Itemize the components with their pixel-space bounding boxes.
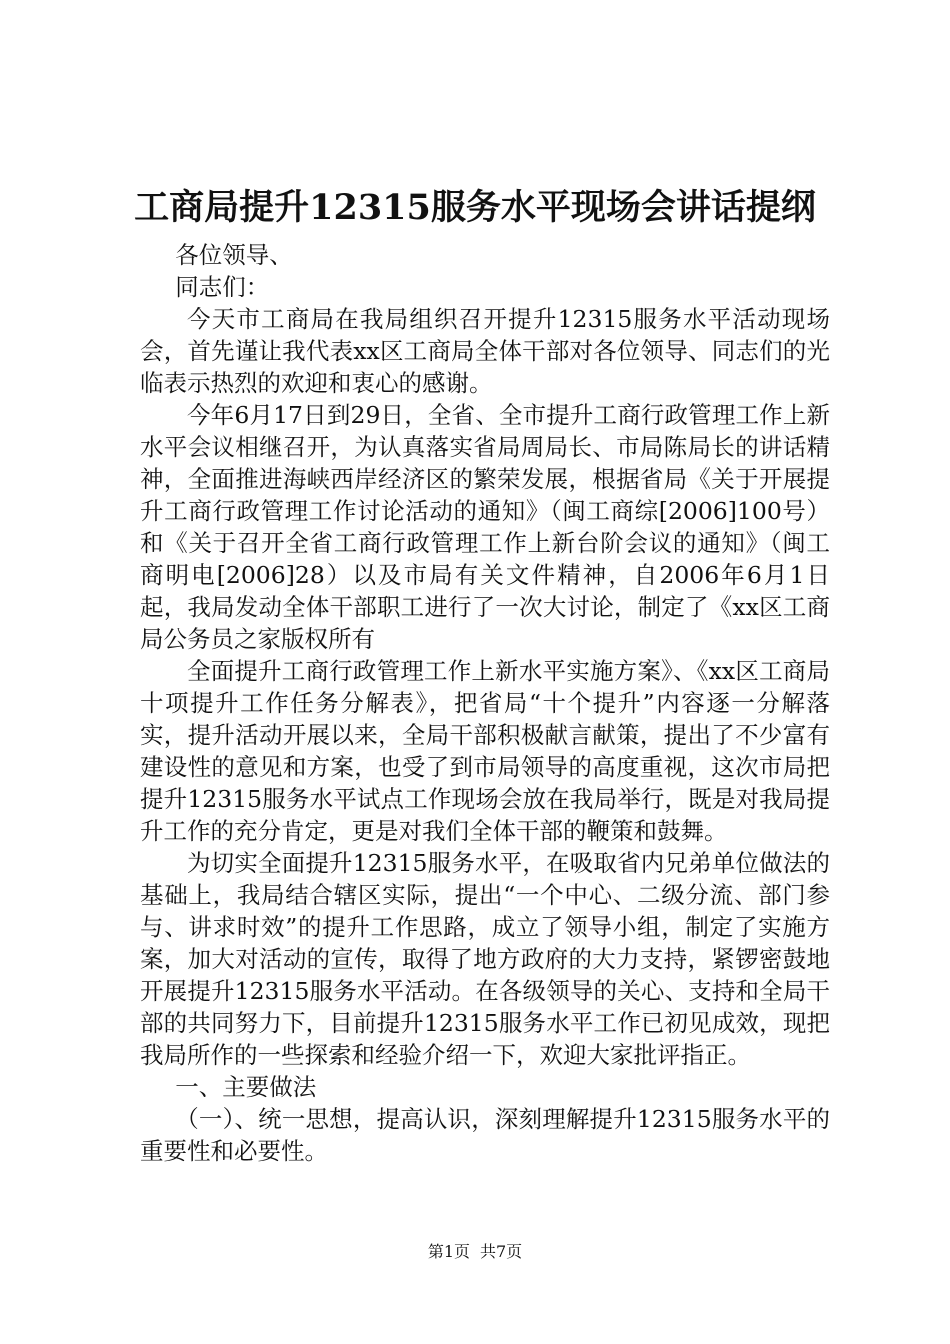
document-title: 工商局提升12315服务水平现场会讲话提纲 <box>134 187 816 228</box>
greeting-line-1: 各位领导、 <box>175 241 293 269</box>
section-heading: 一、主要做法 <box>175 1073 317 1101</box>
subsection-heading: （一）、统一思想，提高认识，深刻理解提升12315服务水平的重要性和必要性。 <box>140 1105 830 1165</box>
page-footer <box>0 1241 950 1263</box>
paragraph-approach: 为切实全面提升12315服务水平，在吸取省内兄弟单位做法的基础上，我局结合辖区实际，提出“一个中心、二级分流、部门参与、讲求时效”的提升工作思路，成立了领导小组，制定了实施方案，加大对活动的宣传，取得了地方政府的大力支持，紧锣密鼓地开展提升12315服务水平活动。在各级领导的关心、支持和全局干部的共同努力下，目前提升12315服务水平工作已初见成效，现把我局所作的一些探索和经验介绍一下，欢迎大家批评指正。 <box>140 849 830 1069</box>
paragraph-background: 今年6月17日到29日，全省、全市提升工商行政管理工作上新水平会议相继召开，为认真落实省局周局长、市局陈局长的讲话精神，全面推进海峡西岸经济区的繁荣发展，根据省局《关于开展提升工商行政管理工作讨论活动的通知》（闽工商综[2006]100号）和《关于召开全省工商行政管理工作上新台阶会议的通知》（闽工商明电[2006]28）以及市局有关文件精神，自2006年6月1日起，我局发动全体干部职工进行了一次大讨论，制定了《xx区工商局公务员之家版权所有 <box>140 401 830 653</box>
document-body <box>140 239 830 1167</box>
paragraph-welcome: 今天市工商局在我局组织召开提升12315服务水平活动现场会，首先谨让我代表xx区工商局全体干部对各位领导、同志们的光临表示热烈的欢迎和衷心的感谢。 <box>140 305 830 397</box>
greeting-line-2: 同志们： <box>175 273 270 301</box>
page-number: 第1页 <box>427 1242 470 1261</box>
paragraph-plan: 全面提升工商行政管理工作上新水平实施方案》、《xx区工商局十项提升工作任务分解表》，把省局“十个提升”内容逐一分解落实，提升活动开展以来，全局干部积极献言献策，提出了不少富有建设性的意见和方案，也受了到市局领导的高度重视，这次市局把提升12315服务水平试点工作现场会放在我局举行，既是对我局提升工作的充分肯定，更是对我们全体干部的鞭策和鼓舞。 <box>140 657 830 845</box>
page-total: 共7页 <box>480 1242 523 1261</box>
